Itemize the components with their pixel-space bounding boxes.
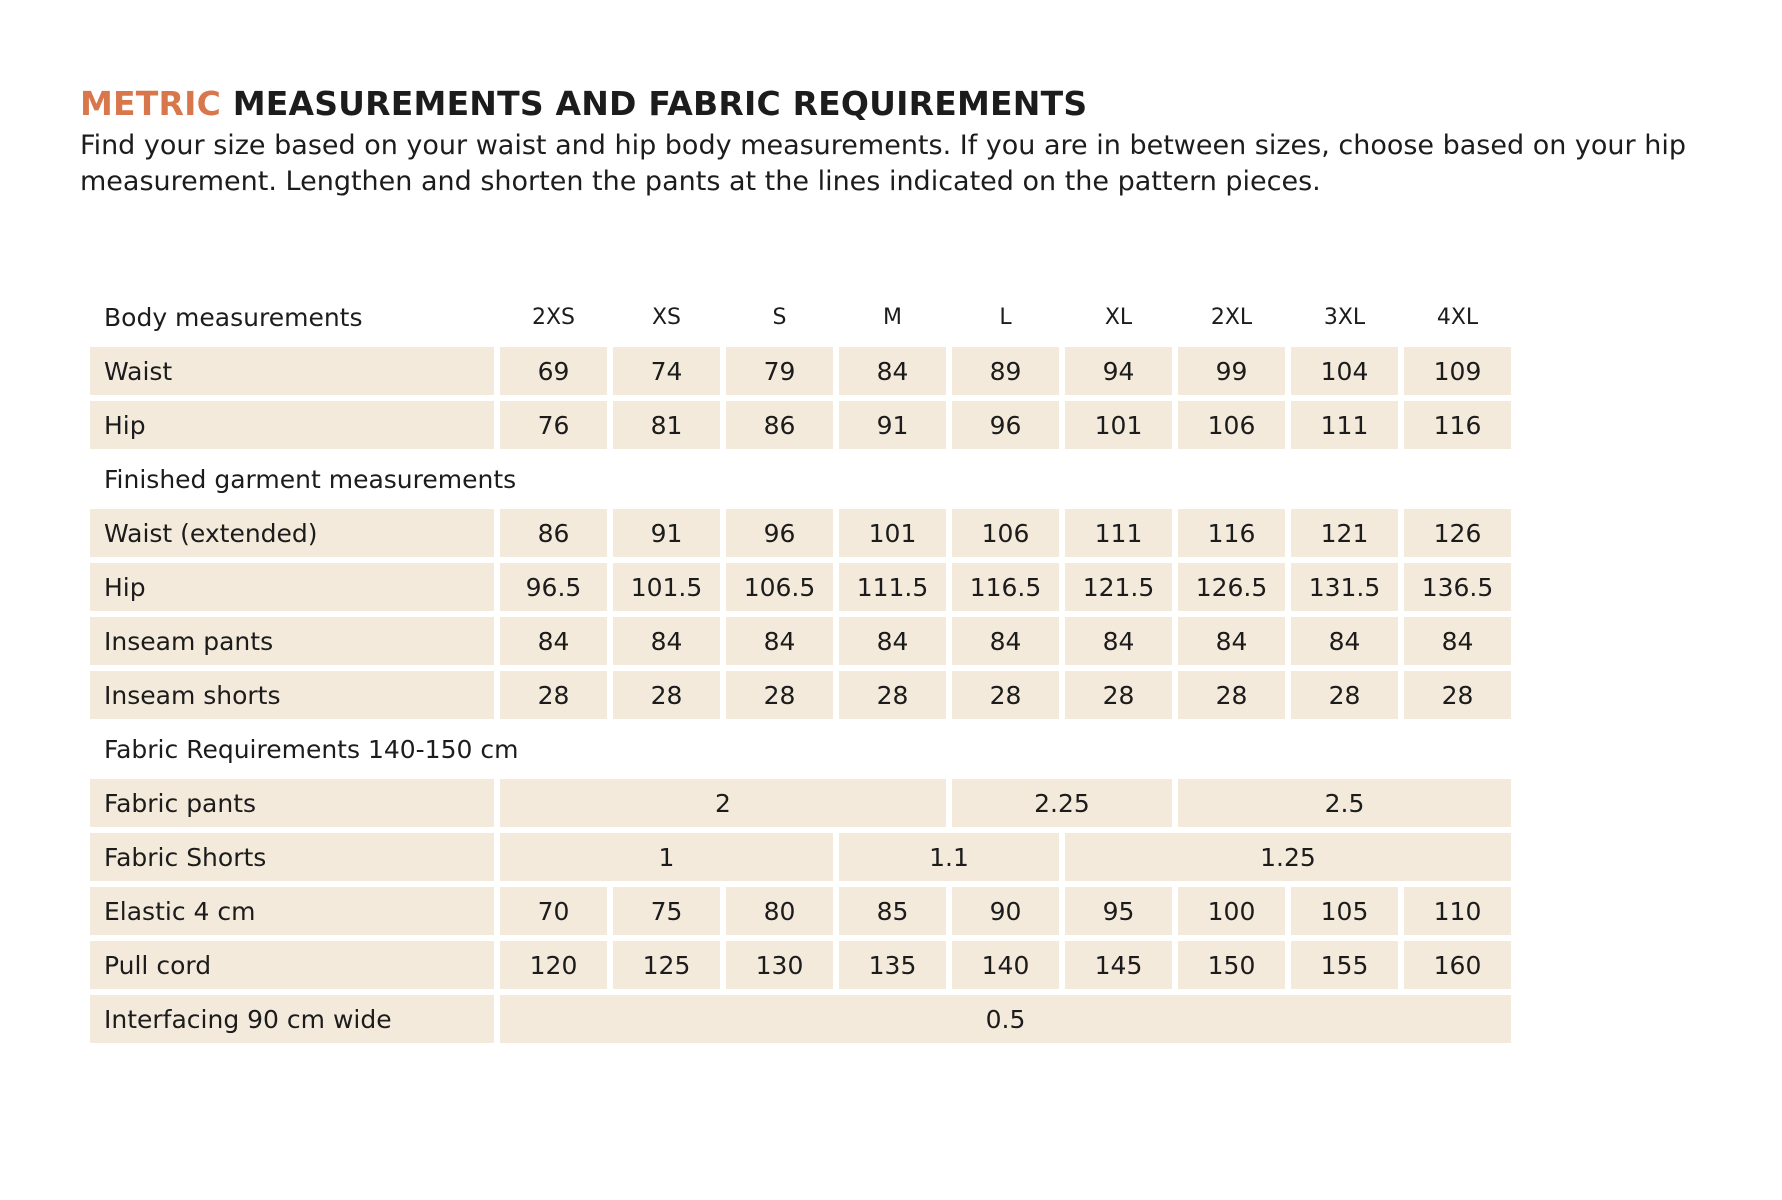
value-cell: 69 bbox=[500, 347, 607, 395]
value-cell: 140 bbox=[952, 941, 1059, 989]
value-cell: 96 bbox=[726, 509, 833, 557]
value-cell: 86 bbox=[500, 509, 607, 557]
size-column-header: 3XL bbox=[1323, 304, 1366, 330]
size-column-header: XL bbox=[1104, 304, 1133, 330]
value-cell: 106 bbox=[952, 509, 1059, 557]
row-label: Hip bbox=[90, 563, 494, 611]
size-column-header: L bbox=[999, 304, 1012, 330]
value-cell: 28 bbox=[1291, 671, 1398, 719]
measurement-row bbox=[90, 509, 1511, 557]
value-cell: 79 bbox=[726, 347, 833, 395]
value-cell: 84 bbox=[1291, 617, 1398, 665]
value-cell: 105 bbox=[1291, 887, 1398, 935]
value-cell: 130 bbox=[726, 941, 833, 989]
value-cell: 89 bbox=[952, 347, 1059, 395]
value-cell: 104 bbox=[1291, 347, 1398, 395]
value-cell: 100 bbox=[1178, 887, 1285, 935]
value-cell: 0.5 bbox=[500, 995, 1511, 1043]
value-cell: 28 bbox=[1404, 671, 1511, 719]
value-cell: 75 bbox=[613, 887, 720, 935]
value-cell: 28 bbox=[1065, 671, 1172, 719]
section-header-row bbox=[90, 725, 1511, 773]
value-cell: 28 bbox=[952, 671, 1059, 719]
value-cell: 80 bbox=[726, 887, 833, 935]
title-rest: MEASUREMENTS AND FABRIC REQUIREMENTS bbox=[221, 84, 1088, 123]
value-cell: 111 bbox=[1291, 401, 1398, 449]
value-cell: 81 bbox=[613, 401, 720, 449]
value-cell: 136.5 bbox=[1404, 563, 1511, 611]
measurement-row bbox=[90, 347, 1511, 395]
measurement-row bbox=[90, 779, 1511, 827]
title-accent-word: METRIC bbox=[80, 84, 221, 123]
value-cell: 1 bbox=[500, 833, 833, 881]
value-cell: 110 bbox=[1404, 887, 1511, 935]
value-cell: 116 bbox=[1404, 401, 1511, 449]
value-cell: 131.5 bbox=[1291, 563, 1398, 611]
row-label: Waist (extended) bbox=[90, 509, 494, 557]
size-column-header: 4XL bbox=[1436, 304, 1479, 330]
value-cell: 120 bbox=[500, 941, 607, 989]
value-cell: 90 bbox=[952, 887, 1059, 935]
row-label: Hip bbox=[90, 401, 494, 449]
size-column-header: XS bbox=[651, 304, 682, 330]
value-cell: 28 bbox=[613, 671, 720, 719]
value-cell: 86 bbox=[726, 401, 833, 449]
value-cell: 84 bbox=[952, 617, 1059, 665]
row-label: Inseam pants bbox=[90, 617, 494, 665]
value-cell: 106.5 bbox=[726, 563, 833, 611]
value-cell: 121.5 bbox=[1065, 563, 1172, 611]
size-column-header: S bbox=[772, 304, 787, 330]
value-cell: 111.5 bbox=[839, 563, 946, 611]
section-title: Fabric Requirements 140-150 cm bbox=[104, 734, 519, 764]
value-cell: 116.5 bbox=[952, 563, 1059, 611]
value-cell: 135 bbox=[839, 941, 946, 989]
measurement-row bbox=[90, 995, 1511, 1043]
measurement-row bbox=[90, 833, 1511, 881]
section-title: Body measurements bbox=[104, 302, 363, 332]
size-instructions: Find your size based on your waist and hip body measurements. If you are in between sizes, choose based on your hip measurement. Lengthen and shorten the pants at the lines indicated on the pattern pieces. bbox=[80, 130, 1686, 197]
value-cell: 101 bbox=[839, 509, 946, 557]
value-cell: 101.5 bbox=[613, 563, 720, 611]
measurement-row bbox=[90, 401, 1511, 449]
size-column-header: 2XS bbox=[531, 304, 576, 330]
section-title: Finished garment measurements bbox=[104, 464, 517, 494]
row-label: Inseam shorts bbox=[90, 671, 494, 719]
value-cell: 28 bbox=[726, 671, 833, 719]
value-cell: 109 bbox=[1404, 347, 1511, 395]
value-cell: 1.1 bbox=[839, 833, 1059, 881]
value-cell: 96 bbox=[952, 401, 1059, 449]
measurement-row bbox=[90, 617, 1511, 665]
value-cell: 84 bbox=[726, 617, 833, 665]
value-cell: 74 bbox=[613, 347, 720, 395]
measurement-row bbox=[90, 563, 1511, 611]
value-cell: 28 bbox=[1178, 671, 1285, 719]
value-cell: 2 bbox=[500, 779, 946, 827]
measurement-row bbox=[90, 887, 1511, 935]
value-cell: 126 bbox=[1404, 509, 1511, 557]
section-header-row bbox=[90, 293, 1511, 341]
value-cell: 28 bbox=[839, 671, 946, 719]
size-column-header: M bbox=[883, 304, 902, 330]
value-cell: 94 bbox=[1065, 347, 1172, 395]
value-cell: 145 bbox=[1065, 941, 1172, 989]
page-title bbox=[80, 84, 1087, 123]
size-chart-body bbox=[90, 293, 1511, 1043]
value-cell: 76 bbox=[500, 401, 607, 449]
value-cell: 1.25 bbox=[1065, 833, 1511, 881]
value-cell: 125 bbox=[613, 941, 720, 989]
value-cell: 85 bbox=[839, 887, 946, 935]
value-cell: 84 bbox=[1404, 617, 1511, 665]
row-label: Fabric pants bbox=[90, 779, 494, 827]
value-cell: 126.5 bbox=[1178, 563, 1285, 611]
size-chart-table bbox=[84, 287, 1517, 1049]
row-label: Waist bbox=[90, 347, 494, 395]
value-cell: 150 bbox=[1178, 941, 1285, 989]
value-cell: 84 bbox=[1178, 617, 1285, 665]
value-cell: 96.5 bbox=[500, 563, 607, 611]
value-cell: 70 bbox=[500, 887, 607, 935]
value-cell: 84 bbox=[613, 617, 720, 665]
row-label: Fabric Shorts bbox=[90, 833, 494, 881]
value-cell: 84 bbox=[839, 347, 946, 395]
section-header-row bbox=[90, 455, 1511, 503]
value-cell: 2.5 bbox=[1178, 779, 1511, 827]
value-cell: 121 bbox=[1291, 509, 1398, 557]
value-cell: 99 bbox=[1178, 347, 1285, 395]
value-cell: 28 bbox=[500, 671, 607, 719]
measurement-row bbox=[90, 671, 1511, 719]
row-label: Interfacing 90 cm wide bbox=[90, 995, 494, 1043]
value-cell: 155 bbox=[1291, 941, 1398, 989]
value-cell: 2.25 bbox=[952, 779, 1172, 827]
row-label: Pull cord bbox=[90, 941, 494, 989]
value-cell: 111 bbox=[1065, 509, 1172, 557]
value-cell: 106 bbox=[1178, 401, 1285, 449]
row-label: Elastic 4 cm bbox=[90, 887, 494, 935]
value-cell: 84 bbox=[500, 617, 607, 665]
value-cell: 116 bbox=[1178, 509, 1285, 557]
value-cell: 95 bbox=[1065, 887, 1172, 935]
value-cell: 91 bbox=[613, 509, 720, 557]
size-column-header: 2XL bbox=[1210, 304, 1253, 330]
measurement-row bbox=[90, 941, 1511, 989]
value-cell: 91 bbox=[839, 401, 946, 449]
value-cell: 160 bbox=[1404, 941, 1511, 989]
value-cell: 84 bbox=[1065, 617, 1172, 665]
value-cell: 101 bbox=[1065, 401, 1172, 449]
value-cell: 84 bbox=[839, 617, 946, 665]
